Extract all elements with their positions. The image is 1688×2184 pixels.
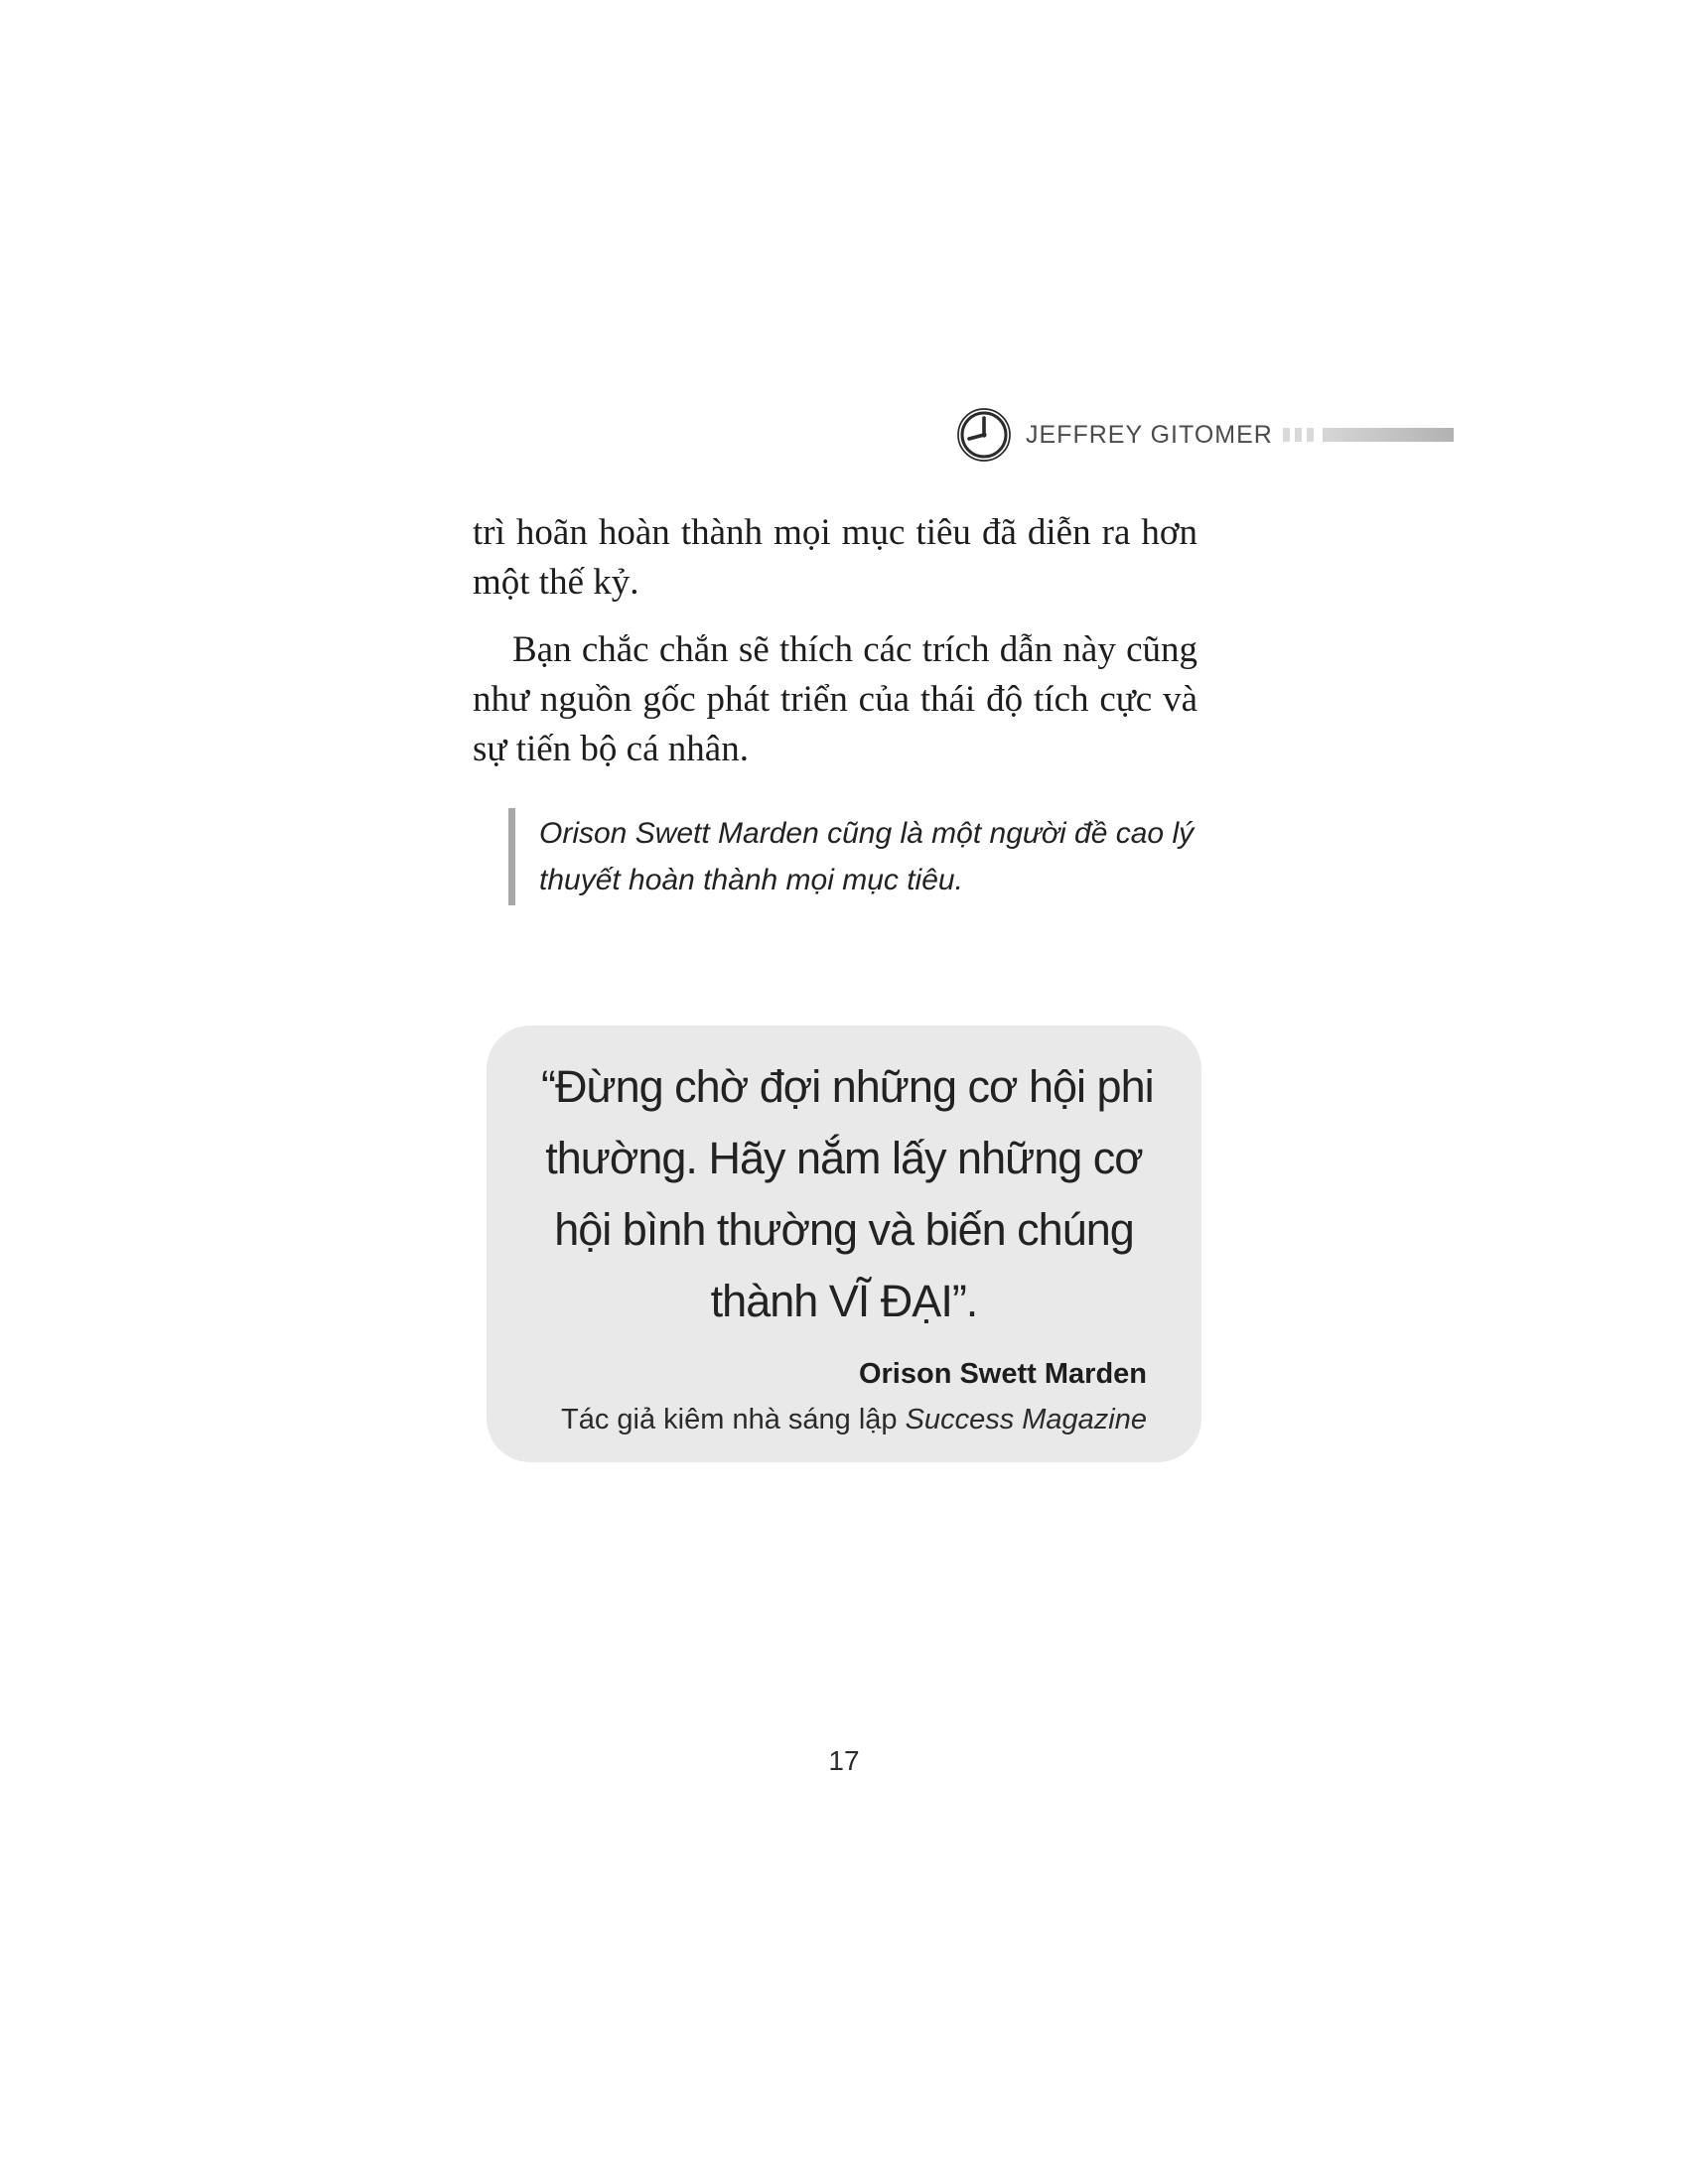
paragraph: trì hoãn hoàn thành mọi mục tiêu đã diễn ra hơn một thế kỷ. bbox=[473, 512, 1197, 603]
header-author-name: JEFFREY GITOMER bbox=[1026, 420, 1273, 449]
page-number: 17 bbox=[828, 1745, 860, 1776]
quote-attribution-role bbox=[541, 1403, 1147, 1436]
pull-quote: Orison Swett Marden cũng là một người đề cao lý thuyết hoàn thành mọi mục tiêu. bbox=[508, 808, 1197, 905]
body-text bbox=[473, 508, 1197, 905]
success-magazine-title: Success Magazine bbox=[905, 1404, 1147, 1435]
paragraph: Bạn chắc chắn sẽ thích các trích dẫn này cũng như nguồn gốc phát triển của thái độ tích cực và sự tiến bộ cá nhân. bbox=[473, 629, 1197, 769]
quote-attribution: Orison Swett Marden bbox=[858, 1358, 1147, 1390]
header-deco-bars bbox=[1283, 428, 1454, 442]
quote-line: hội bình thường và biến chúng bbox=[554, 1204, 1134, 1255]
quote-line: thành VĨ ĐẠI”. bbox=[710, 1276, 978, 1326]
deco-bar bbox=[1283, 428, 1290, 442]
clock-icon bbox=[956, 407, 1012, 463]
attribution-role-prefix: Tác giả kiêm nhà sáng lập bbox=[561, 1404, 906, 1435]
running-header bbox=[956, 407, 1454, 463]
deco-bar bbox=[1307, 428, 1314, 442]
deco-bar bbox=[1295, 428, 1302, 442]
quote-line: “Đừng chờ đợi những cơ hội phi bbox=[541, 1061, 1154, 1112]
quote-line: thường. Hãy nắm lấy những cơ bbox=[545, 1133, 1143, 1183]
quote-box bbox=[487, 1025, 1201, 1462]
quote-text bbox=[541, 1051, 1154, 1337]
deco-gradient-bar bbox=[1323, 428, 1454, 442]
